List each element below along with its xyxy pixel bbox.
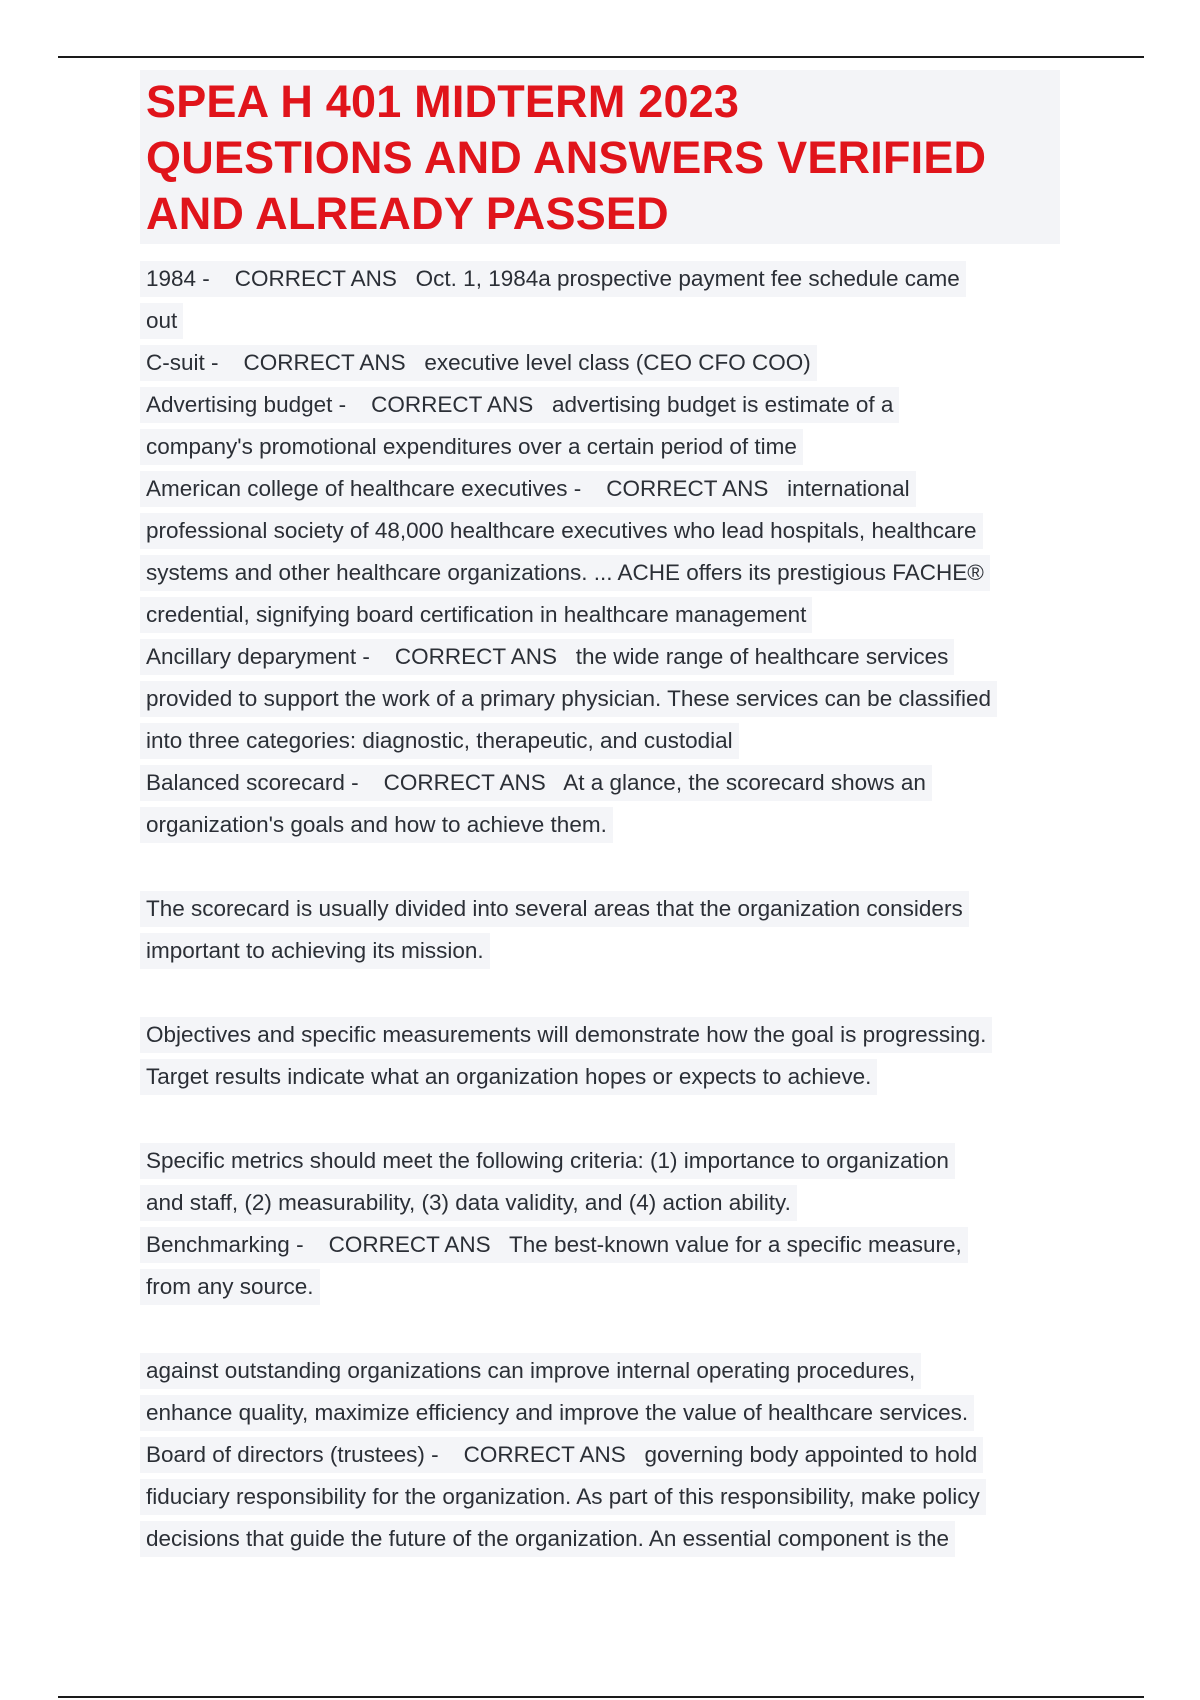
text-line-content: American college of healthcare executives - CORRECT ANS international [140, 471, 916, 507]
top-rule [58, 56, 1144, 58]
text-line [140, 1518, 1060, 1560]
text-line [140, 384, 1060, 426]
text-line-content: company's promotional expenditures over a certain period of time [140, 429, 803, 465]
text-line-content: Objectives and specific measurements will demonstrate how the goal is progressing. [140, 1017, 992, 1053]
text-line-content: Target results indicate what an organization hopes or expects to achieve. [140, 1059, 877, 1095]
text-line [140, 804, 1060, 846]
blank-line [140, 846, 1060, 888]
text-line [140, 510, 1060, 552]
title-line: SPEA H 401 MIDTERM 2023 [146, 76, 740, 127]
text-line [140, 1476, 1060, 1518]
text-line-content: Board of directors (trustees) - CORRECT ANS governing body appointed to hold [140, 1437, 983, 1473]
text-line-content: C-suit - CORRECT ANS executive level class (CEO CFO COO) [140, 345, 817, 381]
document-title [140, 70, 1060, 244]
text-line [140, 888, 1060, 930]
text-line-content: and staff, (2) measurability, (3) data validity, and (4) action ability. [140, 1185, 797, 1221]
text-line-content: Advertising budget - CORRECT ANS advertising budget is estimate of a [140, 387, 899, 423]
blank-line [140, 972, 1060, 1014]
text-line-content: Balanced scorecard - CORRECT ANS At a glance, the scorecard shows an [140, 765, 932, 801]
blank-line [140, 1308, 1060, 1350]
text-line [140, 1434, 1060, 1476]
blank-line [140, 1098, 1060, 1140]
text-line [140, 300, 1060, 342]
text-line-content: Benchmarking - CORRECT ANS The best-known value for a specific measure, [140, 1227, 968, 1263]
title-line: AND ALREADY PASSED [146, 188, 669, 239]
text-line-content: systems and other healthcare organizations. ... ACHE offers its prestigious FACHE® [140, 555, 990, 591]
text-line [140, 930, 1060, 972]
text-line-content: provided to support the work of a primary physician. These services can be classified [140, 681, 997, 717]
text-line [140, 1392, 1060, 1434]
text-line-content: from any source. [140, 1269, 320, 1305]
text-line [140, 1224, 1060, 1266]
document-body [140, 258, 1060, 1560]
text-line [140, 1182, 1060, 1224]
document-page [140, 70, 1060, 1560]
bottom-rule [58, 1696, 1144, 1698]
text-line [140, 594, 1060, 636]
text-line-content: Specific metrics should meet the following criteria: (1) importance to organization [140, 1143, 955, 1179]
text-line-content: organization's goals and how to achieve them. [140, 807, 613, 843]
text-line [140, 1266, 1060, 1308]
title-line: QUESTIONS AND ANSWERS VERIFIED [146, 132, 987, 183]
text-line-content: fiduciary responsibility for the organization. As part of this responsibility, make policy [140, 1479, 986, 1515]
text-line [140, 552, 1060, 594]
text-line [140, 1014, 1060, 1056]
text-line-content: Ancillary deparyment - CORRECT ANS the wide range of healthcare services [140, 639, 954, 675]
text-line [140, 426, 1060, 468]
text-line-content: credential, signifying board certification in healthcare management [140, 597, 812, 633]
text-line [140, 762, 1060, 804]
text-line-content: into three categories: diagnostic, therapeutic, and custodial [140, 723, 739, 759]
text-line [140, 258, 1060, 300]
text-line [140, 720, 1060, 762]
text-line [140, 678, 1060, 720]
text-line-content: out [140, 303, 183, 339]
text-line [140, 1350, 1060, 1392]
text-line [140, 468, 1060, 510]
text-line [140, 1140, 1060, 1182]
text-line-content: important to achieving its mission. [140, 933, 490, 969]
text-line-content: The scorecard is usually divided into several areas that the organization considers [140, 891, 969, 927]
text-line-content: enhance quality, maximize efficiency and improve the value of healthcare services. [140, 1395, 974, 1431]
text-line [140, 342, 1060, 384]
text-line-content: professional society of 48,000 healthcare executives who lead hospitals, healthcare [140, 513, 983, 549]
text-line-content: 1984 - CORRECT ANS Oct. 1, 1984a prospective payment fee schedule came [140, 261, 966, 297]
text-line [140, 1056, 1060, 1098]
text-line-content: against outstanding organizations can improve internal operating procedures, [140, 1353, 921, 1389]
text-line [140, 636, 1060, 678]
text-line-content: decisions that guide the future of the organization. An essential component is the [140, 1521, 955, 1557]
